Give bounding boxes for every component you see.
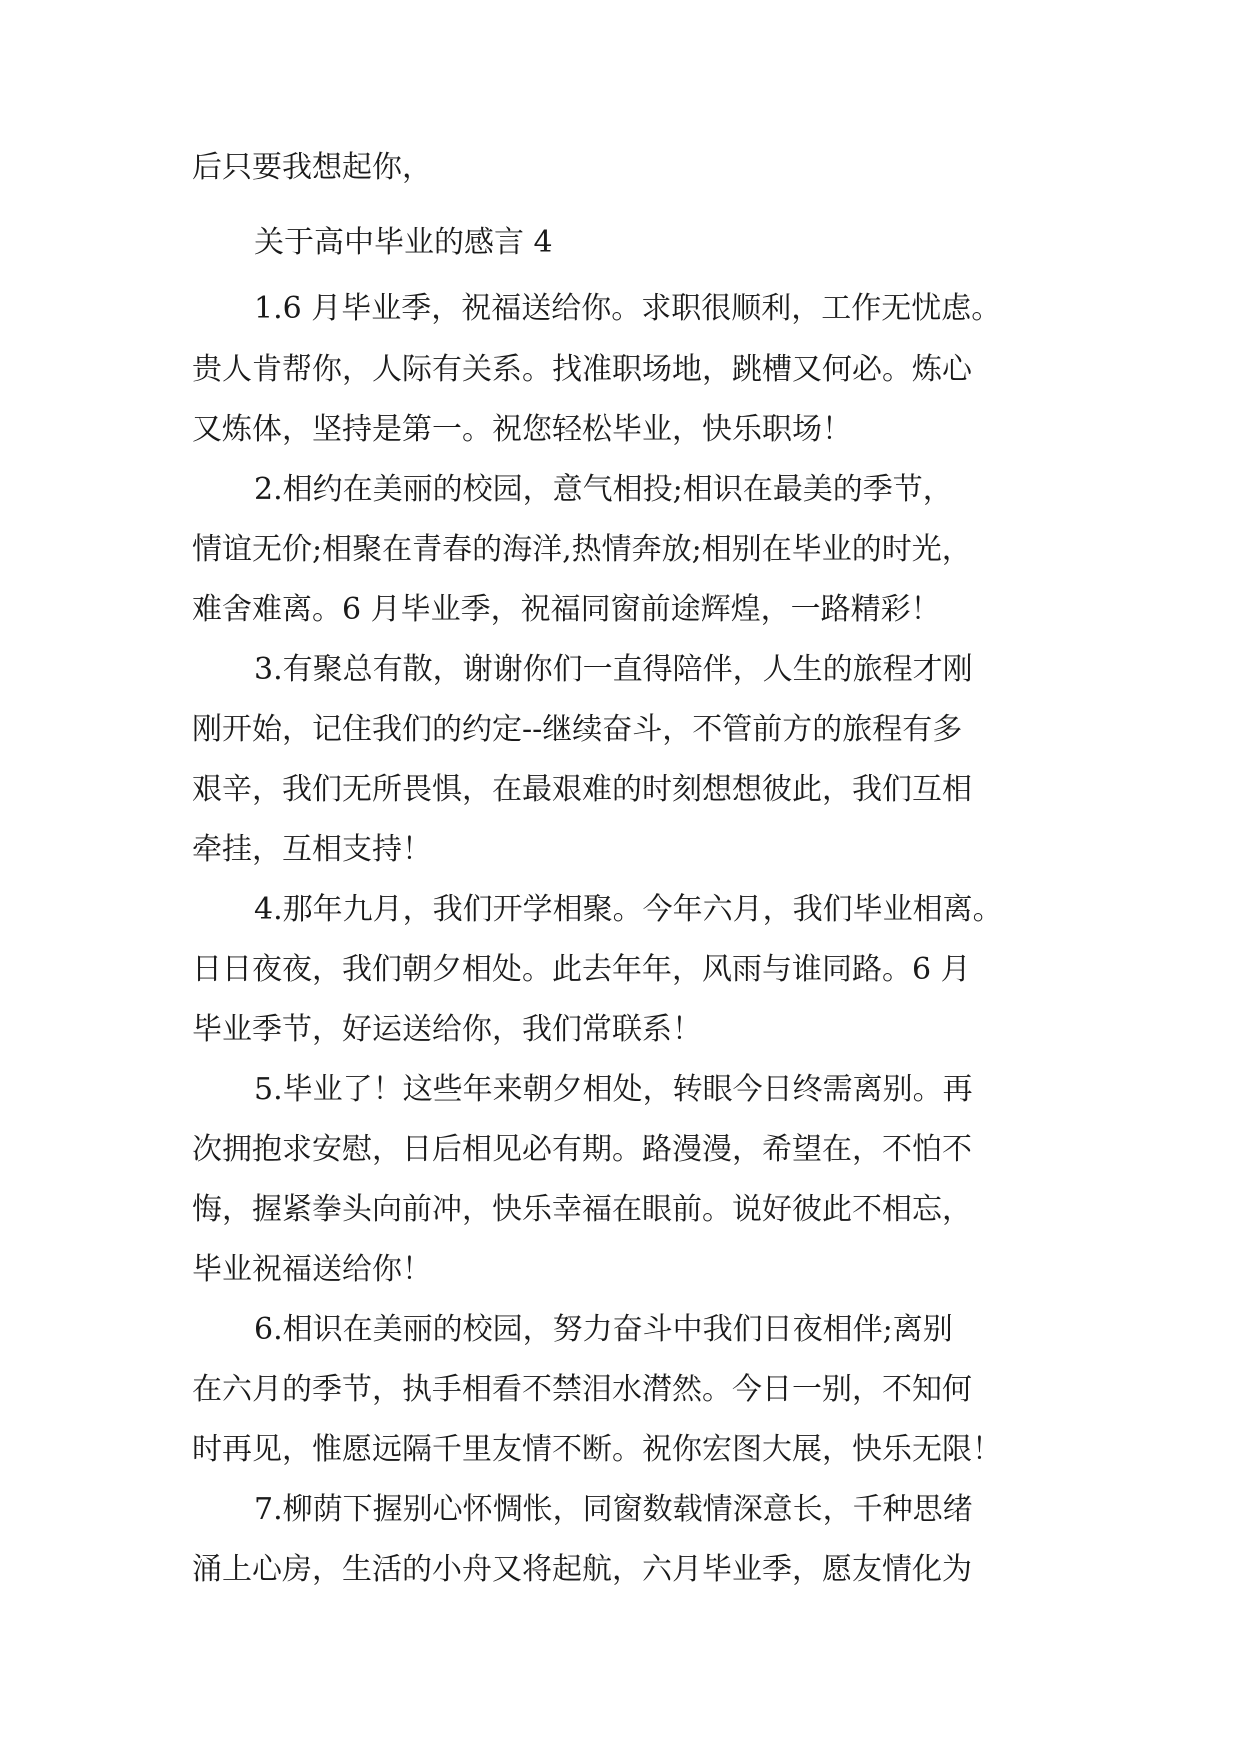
section-heading: 关于高中毕业的感言 4 (254, 225, 553, 260)
paragraph-6-line-1: 6.相识在美丽的校园，努力奋斗中我们日夜相伴;离别 (254, 1312, 953, 1347)
paragraph-1-line-1: 1.6 月毕业季，祝福送给你。求职很顺利，工作无忧虑。 (254, 291, 1002, 326)
paragraph-5-line-3: 悔，握紧拳头向前冲，快乐幸福在眼前。说好彼此不相忘， (192, 1192, 972, 1227)
paragraph-5-line-1: 5.毕业了！这些年来朝夕相处，转眼今日终需离别。再 (254, 1072, 973, 1107)
paragraph-5-line-4: 毕业祝福送给你！ (192, 1252, 432, 1287)
paragraph-3-line-1: 3.有聚总有散，谢谢你们一直得陪伴，人生的旅程才刚 (254, 652, 973, 687)
paragraph-1-line-3: 又炼体，坚持是第一。祝您轻松毕业，快乐职场！ (192, 412, 852, 447)
paragraph-2-line-2: 情谊无价;相聚在青春的海洋,热情奔放;相别在毕业的时光， (192, 532, 972, 567)
paragraph-2-line-1: 2.相约在美丽的校园，意气相投;相识在最美的季节， (254, 472, 953, 507)
paragraph-1-line-2: 贵人肯帮你，人际有关系。找准职场地，跳槽又何必。炼心 (192, 352, 972, 387)
paragraph-6-line-2: 在六月的季节，执手相看不禁泪水潸然。今日一别，不知何 (192, 1372, 972, 1407)
paragraph-4-line-1: 4.那年九月，我们开学相聚。今年六月，我们毕业相离。 (254, 892, 1003, 927)
paragraph-3-line-2: 刚开始，记住我们的约定--继续奋斗，不管前方的旅程有多 (192, 712, 963, 747)
paragraph-7-line-1: 7.柳荫下握别心怀惆怅，同窗数载情深意长，千种思绪 (254, 1492, 973, 1527)
paragraph-2-line-3: 难舍难离。6 月毕业季，祝福同窗前途辉煌，一路精彩！ (192, 592, 941, 627)
paragraph-6-line-3: 时再见，惟愿远隔千里友情不断。祝你宏图大展，快乐无限！ (192, 1432, 1002, 1467)
paragraph-7-line-2: 涌上心房，生活的小舟又将起航，六月毕业季，愿友情化为 (192, 1552, 972, 1587)
paragraph-3-line-3: 艰辛，我们无所畏惧，在最艰难的时刻想想彼此，我们互相 (192, 772, 972, 807)
paragraph-4-line-3: 毕业季节，好运送给你，我们常联系！ (192, 1012, 702, 1047)
paragraph-4-line-2: 日日夜夜，我们朝夕相处。此去年年，风雨与谁同路。6 月 (192, 952, 971, 987)
paragraph-5-line-2: 次拥抱求安慰，日后相见必有期。路漫漫，希望在，不怕不 (192, 1132, 972, 1167)
paragraph-3-line-4: 牵挂，互相支持！ (192, 832, 432, 867)
text-line: 后只要我想起你， (192, 150, 432, 185)
